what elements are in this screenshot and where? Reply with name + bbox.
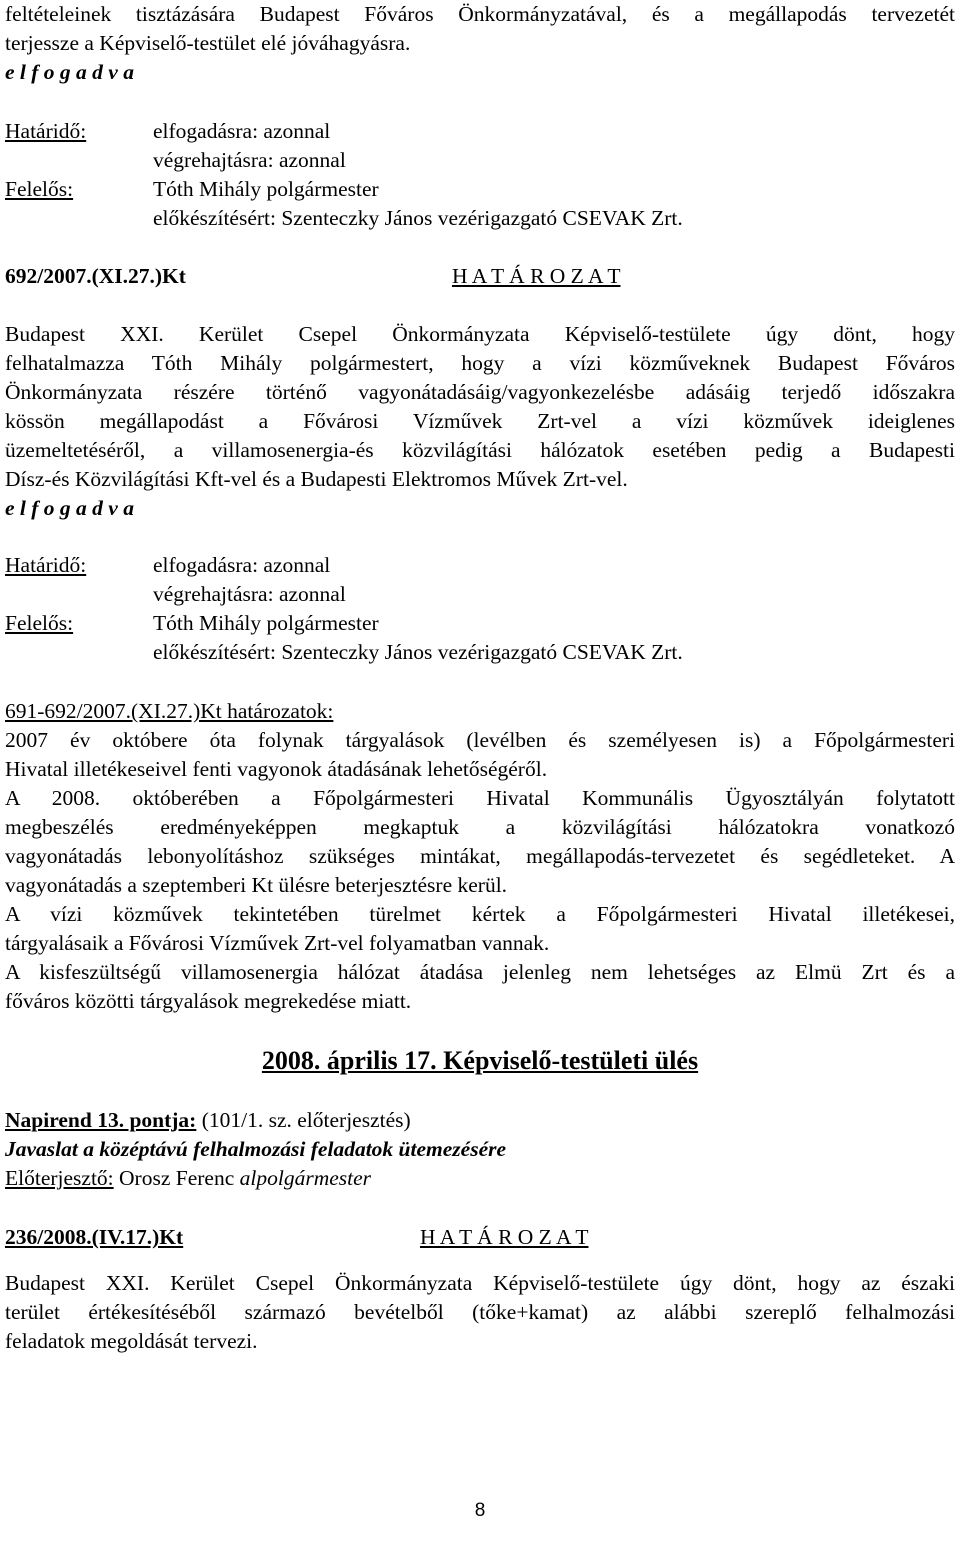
- agenda-topic: Javaslat a középtávú felhalmozási feladatok ütemezésére: [5, 1137, 507, 1161]
- report-line: A 2008. októberében a Főpolgármesteri Hivatal Kommunális Ügyosztályán folytatott: [5, 786, 955, 810]
- resolution-line: terület értékesítéséből származó bevételből (tőke+kamat) az alábbi szereplő felhalmozási: [5, 1300, 955, 1324]
- deadline-value: elfogadásra: azonnal: [153, 553, 331, 577]
- resolution-line: Önkormányzata részére történő vagyonátadásáig/vagyonkezelésbe adásáig terjedő időszakra: [5, 380, 955, 404]
- presenter-name: Orosz Ferenc: [113, 1166, 240, 1190]
- presenter-line: [5, 1164, 955, 1193]
- resolution-title: H A T Á R O Z A T: [420, 1225, 589, 1249]
- report-line: A vízi közművek tekintetében türelmet kértek a Főpolgármesteri Hivatal illetékesei,: [5, 902, 955, 926]
- report-block: [5, 697, 955, 1016]
- resolution-line: kössön megállapodást a Fővárosi Vízművek Zrt-vel a vízi közművek ideiglenes: [5, 409, 955, 433]
- resolution-header: [5, 1223, 955, 1252]
- resolution-number: 236/2008.(IV.17.)Kt: [5, 1225, 184, 1249]
- intro-line: feltételeinek tisztázására Budapest Főváros Önkormányzatával, és a megállapodás tervezetét: [5, 2, 955, 26]
- deadline-value: elfogadásra: azonnal: [153, 119, 331, 143]
- responsibility-block: [5, 551, 955, 667]
- responsible-label: Felelős:: [5, 177, 74, 201]
- resolution-line: feladatok megoldását tervezi.: [5, 1329, 258, 1353]
- session-block: [5, 1044, 955, 1078]
- agenda-block: [5, 1106, 955, 1193]
- presenter-label: Előterjesztő:: [5, 1166, 114, 1190]
- resolution-text: [5, 320, 955, 523]
- responsibility-block: [5, 117, 955, 233]
- report-line: Hivatal illetékeseivel fenti vagyonok átadásának lehetőségéről.: [5, 757, 548, 781]
- resolution-line: Budapest XXI. Kerület Csepel Önkormányzata Képviselő-testülete úgy dönt, hogy: [5, 322, 955, 346]
- page-number: 8: [474, 1500, 486, 1521]
- intro-line: terjessze a Képviselő-testület elé jóváhagyásra.: [5, 31, 411, 55]
- resolution-line: üzemeltetéséről, a villamosenergia-és közvilágítási hálózatok esetében pedig a Budapesti: [5, 438, 955, 462]
- presenter-role: alpolgármester: [239, 1166, 372, 1190]
- resolution-title: H A T Á R O Z A T: [452, 264, 621, 288]
- resolution-header: [5, 262, 955, 291]
- responsible-value: Tóth Mihály polgármester: [153, 611, 379, 635]
- report-heading: 691-692/2007.(XI.27.)Kt határozatok:: [5, 699, 334, 723]
- report-line: vagyonátadás lebonyolításhoz szükséges mintákat, megállapodás-tervezetet és segédleteket. A: [5, 844, 955, 868]
- intro-block: [5, 0, 955, 87]
- deadline-label: Határidő:: [5, 553, 87, 577]
- report-line: tárgyalásaik a Fővárosi Vízművek Zrt-vel folyamatban vannak.: [5, 931, 550, 955]
- responsible-value: Tóth Mihály polgármester: [153, 177, 379, 201]
- resolution-line: felhatalmazza Tóth Mihály polgármestert, hogy a vízi közműveknek Budapest Főváros: [5, 351, 955, 375]
- report-line: A kisfeszültségű villamosenergia hálózat átadása jelenleg nem lehetséges az Elmü Zrt és a: [5, 960, 955, 984]
- agenda-label: Napirend 13. pontja:: [5, 1108, 197, 1132]
- report-line: vagyonátadás a szeptemberi Kt ülésre beterjesztésre kerül.: [5, 873, 508, 897]
- resolution-text: [5, 1269, 955, 1356]
- agenda-line: [5, 1106, 955, 1135]
- resolution-line: Budapest XXI. Kerület Csepel Önkormányzata Képviselő-testülete úgy dönt, hogy az északi: [5, 1271, 955, 1295]
- report-line: főváros közötti tárgyalások megrekedése miatt.: [5, 989, 412, 1013]
- agenda-ref: (101/1. sz. előterjesztés): [196, 1108, 411, 1132]
- responsible-value: előkészítésért: Szenteczky János vezérigazgató CSEVAK Zrt.: [153, 640, 683, 664]
- elfogadva-mark: e l f o g a d v a: [5, 60, 134, 84]
- elfogadva-mark: e l f o g a d v a: [5, 496, 134, 520]
- responsible-value: előkészítésért: Szenteczky János vezérigazgató CSEVAK Zrt.: [153, 206, 683, 230]
- session-title: 2008. április 17. Képviselő-testületi ülés: [261, 1046, 699, 1075]
- report-line: 2007 év októbere óta folynak tárgyalások (levélben és személyesen is) a Főpolgármesteri: [5, 728, 955, 752]
- report-line: megbeszélés eredményeképpen megkaptuk a közvilágítási hálózatokra vonatkozó: [5, 815, 955, 839]
- deadline-value: végrehajtásra: azonnal: [153, 148, 346, 172]
- deadline-label: Határidő:: [5, 119, 87, 143]
- responsible-label: Felelős:: [5, 611, 74, 635]
- resolution-line: Dísz-és Közvilágítási Kft-vel és a Budapesti Elektromos Művek Zrt-vel.: [5, 467, 628, 491]
- deadline-value: végrehajtásra: azonnal: [153, 582, 346, 606]
- resolution-number: 692/2007.(XI.27.)Kt: [5, 264, 186, 288]
